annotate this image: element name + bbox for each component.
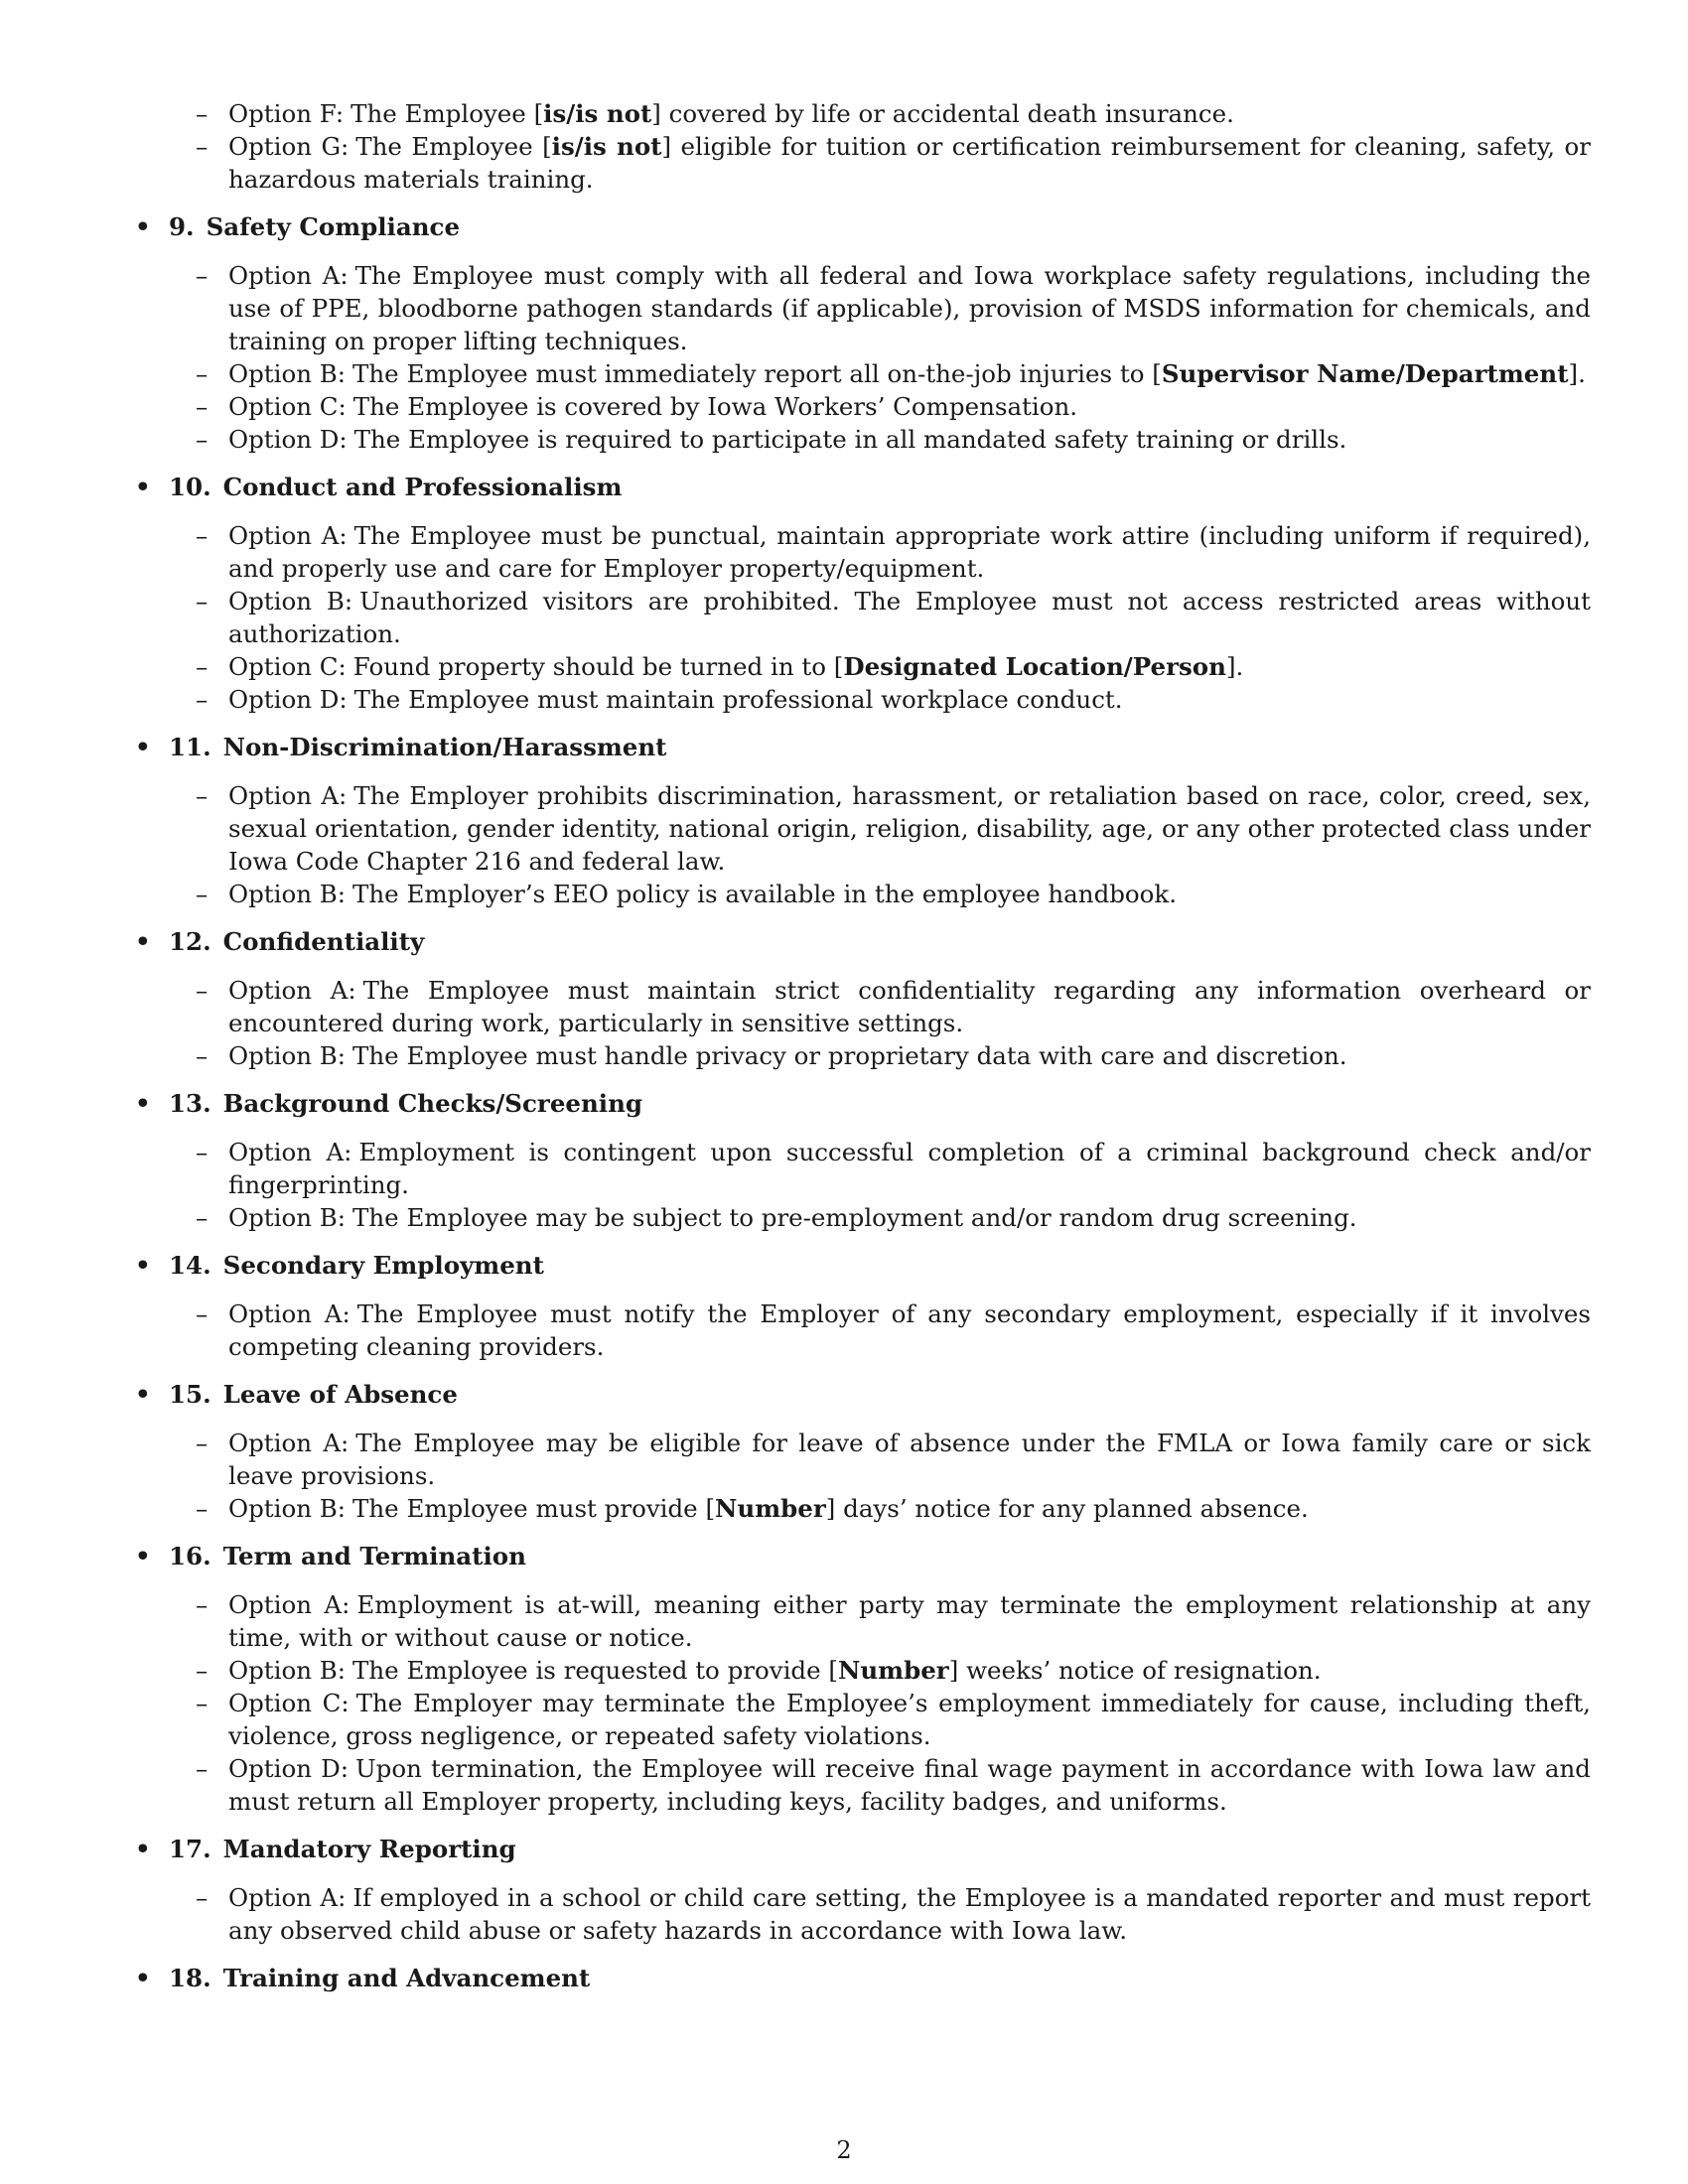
option-item (196, 1136, 1591, 1201)
dash-marker: – (196, 587, 209, 615)
dash-marker: – (196, 652, 209, 681)
option-label: Option D: (228, 1754, 350, 1783)
option-item (196, 650, 1591, 683)
option-text: Employment is contingent upon successful completion of a criminal background check and/or fingerprinting. (228, 1138, 1591, 1199)
option-item (196, 1039, 1591, 1072)
option-text: The Employee [ (355, 132, 552, 161)
dash-marker: – (196, 1041, 209, 1070)
option-item (196, 1654, 1591, 1687)
options-list (169, 1881, 1591, 1947)
placeholder-field: Number (715, 1494, 826, 1523)
option-item (196, 390, 1591, 423)
section-title (169, 1833, 1591, 1865)
option-item (196, 683, 1591, 716)
dash-marker: – (196, 1138, 209, 1166)
section-title-text: Term and Termination (222, 1542, 526, 1570)
document-body (135, 97, 1591, 2010)
section-title (169, 731, 1591, 763)
continued-options-list (135, 97, 1591, 196)
option-item (196, 1752, 1591, 1818)
dash-marker: – (196, 1299, 209, 1328)
option-item (196, 1588, 1591, 1654)
placeholder-field: is/is not (543, 99, 652, 128)
dash-marker: – (196, 781, 209, 810)
section-title-text: Training and Advancement (222, 1964, 591, 1992)
option-text: Employment is at-will, meaning either party may terminate the employment relationship at any time, with or without cause or notice. (228, 1590, 1591, 1652)
section-number: 14. (169, 1251, 211, 1280)
option-item (196, 1201, 1591, 1234)
option-item (196, 1881, 1591, 1947)
section-background-checks-screening (135, 1087, 1591, 1234)
option-text: The Employee must comply with all federal and Iowa workplace safety regulations, including the use of PPE, bloodborne pathogen standards (if applicable), provision of MSDS information for chemicals, and training on proper lifting techniques. (228, 261, 1591, 355)
section-number: 11. (169, 733, 211, 761)
option-item (196, 779, 1591, 878)
option-label: Option A: (228, 261, 349, 290)
section-title-text: Confidentiality (222, 927, 425, 956)
option-text: The Employee is requested to provide [ (352, 1656, 838, 1685)
bullet-marker: • (135, 1251, 151, 1280)
option-text: If employed in a school or child care setting, the Employee is a mandated reporter and must report any observed child abuse or safety hazards in accordance with Iowa law. (228, 1883, 1591, 1945)
option-text: The Employee must maintain professional workplace conduct. (353, 685, 1123, 714)
dash-marker: – (196, 521, 209, 550)
dash-marker: – (196, 880, 209, 908)
bullet-marker: • (135, 1835, 151, 1863)
dash-marker: – (196, 261, 209, 290)
option-text: The Employee must handle privacy or proprietary data with care and discretion. (352, 1041, 1347, 1070)
bullet-marker: • (135, 1964, 151, 1992)
options-list (169, 779, 1591, 910)
option-label: Option A: (228, 521, 348, 550)
section-title-text: Leave of Absence (222, 1380, 458, 1409)
option-text: The Employee must provide [ (352, 1494, 716, 1523)
section-title-text: Background Checks/Screening (222, 1089, 643, 1118)
dash-marker: – (196, 1754, 209, 1783)
options-list (169, 1588, 1591, 1818)
placeholder-field: Supervisor Name/Department (1161, 359, 1569, 388)
dash-marker: – (196, 359, 209, 388)
option-item (196, 97, 1591, 130)
option-label: Option F: (228, 99, 345, 128)
option-item (196, 423, 1591, 456)
option-label: Option B: (228, 1203, 347, 1232)
page-number: 2 (836, 2136, 852, 2164)
options-list (169, 259, 1591, 456)
section-number: 16. (169, 1542, 211, 1570)
section-mandatory-reporting (135, 1833, 1591, 1947)
section-safety-compliance (135, 210, 1591, 456)
option-item (196, 357, 1591, 390)
options-list (169, 974, 1591, 1072)
dash-marker: – (196, 1883, 209, 1912)
option-item (196, 130, 1591, 196)
bullet-marker: • (135, 927, 151, 956)
dash-marker: – (196, 685, 209, 714)
options-list (169, 1427, 1591, 1525)
option-label: Option A: (228, 976, 356, 1005)
section-title (169, 1962, 1591, 1994)
section-number: 12. (169, 927, 211, 956)
bullet-marker: • (135, 1380, 151, 1409)
option-item (196, 878, 1591, 910)
section-non-discrimination-harassment (135, 731, 1591, 910)
option-text: ]. (1225, 652, 1244, 681)
dash-marker: – (196, 425, 209, 454)
option-item (196, 974, 1591, 1039)
dash-marker: – (196, 1590, 209, 1619)
option-label: Option B: (228, 1494, 347, 1523)
option-text: Found property should be turned in to [ (352, 652, 844, 681)
option-item (196, 1492, 1591, 1525)
option-text: The Employee is required to participate in all mandated safety training or drills. (353, 425, 1347, 454)
sections-list (135, 210, 1591, 1994)
section-title (169, 1378, 1591, 1411)
bullet-marker: • (135, 733, 151, 761)
option-text: The Employee may be subject to pre-employment and/or random drug screening. (352, 1203, 1357, 1232)
section-number: 13. (169, 1089, 211, 1118)
section-title (169, 1540, 1591, 1572)
option-text: ] weeks’ notice of resignation. (948, 1656, 1322, 1685)
section-confidentiality (135, 925, 1591, 1072)
option-label: Option A: (228, 1883, 347, 1912)
options-list (169, 1297, 1591, 1363)
section-conduct-and-professionalism (135, 471, 1591, 716)
section-title (169, 1249, 1591, 1282)
option-label: Option A: (228, 1590, 351, 1619)
option-text: The Employee must notify the Employer of any secondary employment, especially if it involves competing cleaning providers. (228, 1299, 1591, 1361)
dash-marker: – (196, 132, 209, 161)
option-label: Option C: (228, 392, 347, 421)
option-text: ] eligible for tuition or certification reimbursement for cleaning, safety, or hazardous materials training. (228, 132, 1592, 194)
placeholder-field: Number (837, 1656, 949, 1685)
option-text: The Employer prohibits discrimination, harassment, or retaliation based on race, color, creed, sex, sexual orientation, gender identity, national origin, religion, disability, age, or any other protected class under Iowa Code Chapter 216 and federal law. (228, 781, 1591, 876)
option-text: ] days’ notice for any planned absence. (825, 1494, 1309, 1523)
option-label: Option C: (228, 1689, 350, 1717)
option-text: The Employee must be punctual, maintain appropriate work attire (including uniform if required), and properly use and care for Employer property/equipment. (228, 521, 1591, 583)
section-number: 10. (169, 473, 211, 501)
option-text: The Employee must immediately report all on-the-job injuries to [ (352, 359, 1162, 388)
section-number: 15. (169, 1380, 211, 1409)
section-title-text: Mandatory Reporting (222, 1835, 516, 1863)
option-label: Option B: (228, 1041, 347, 1070)
section-number: 9. (169, 212, 195, 241)
section-title-text: Secondary Employment (222, 1251, 544, 1280)
section-term-and-termination (135, 1540, 1591, 1818)
section-title-text: Safety Compliance (206, 212, 461, 241)
section-number: 17. (169, 1835, 211, 1863)
option-label: Option B: (228, 587, 353, 615)
section-title-text: Non-Discrimination/Harassment (222, 733, 667, 761)
section-leave-of-absence (135, 1378, 1591, 1525)
option-label: Option C: (228, 652, 347, 681)
dash-marker: – (196, 1203, 209, 1232)
option-item (196, 1297, 1591, 1363)
option-label: Option D: (228, 425, 348, 454)
option-label: Option B: (228, 359, 347, 388)
option-item (196, 1427, 1591, 1492)
option-label: Option G: (228, 132, 350, 161)
section-title (169, 471, 1591, 503)
option-label: Option A: (228, 781, 348, 810)
option-text: The Employer may terminate the Employee’s employment immediately for cause, including theft, violence, gross negligence, or repeated safety violations. (228, 1689, 1591, 1750)
option-text: Upon termination, the Employee will receive final wage payment in accordance with Iowa law and must return all Employer property, including keys, facility badges, and uniforms. (228, 1754, 1591, 1816)
dash-marker: – (196, 1689, 209, 1717)
section-title (169, 925, 1591, 958)
dash-marker: – (196, 1494, 209, 1523)
option-label: Option B: (228, 1656, 347, 1685)
option-label: Option A: (228, 1429, 350, 1457)
option-text: The Employee must maintain strict confidentiality regarding any information overheard or encountered during work, particularly in sensitive settings. (228, 976, 1592, 1037)
option-item (196, 585, 1591, 650)
option-label: Option A: (228, 1299, 351, 1328)
option-text: The Employee may be eligible for leave of absence under the FMLA or Iowa family care or sick leave provisions. (228, 1429, 1591, 1490)
bullet-marker: • (135, 1542, 151, 1570)
dash-marker: – (196, 99, 209, 128)
option-text: The Employee is covered by Iowa Workers’ Compensation. (352, 392, 1078, 421)
options-list (169, 519, 1591, 716)
section-number: 18. (169, 1964, 211, 1992)
section-title-text: Conduct and Professionalism (222, 473, 623, 501)
option-label: Option D: (228, 685, 348, 714)
dash-marker: – (196, 392, 209, 421)
options-list (169, 1136, 1591, 1234)
dash-marker: – (196, 976, 209, 1005)
option-item (196, 259, 1591, 357)
option-item (196, 1687, 1591, 1752)
option-item (196, 519, 1591, 585)
bullet-marker: • (135, 1089, 151, 1118)
option-text: ]. (1568, 359, 1586, 388)
dash-marker: – (196, 1656, 209, 1685)
bullet-marker: • (135, 212, 151, 241)
section-secondary-employment (135, 1249, 1591, 1363)
option-label: Option A: (228, 1138, 352, 1166)
option-text: Unauthorized visitors are prohibited. The Employee must not access restricted areas without authorization. (228, 587, 1591, 648)
section-title (169, 210, 1591, 243)
option-text: The Employee [ (351, 99, 544, 128)
option-text: The Employer’s EEO policy is available in the employee handbook. (352, 880, 1178, 908)
placeholder-field: is/is not (551, 132, 662, 161)
section-training-and-advancement (135, 1962, 1591, 1994)
option-label: Option B: (228, 880, 347, 908)
placeholder-field: Designated Location/Person (843, 652, 1226, 681)
section-title (169, 1087, 1591, 1120)
option-text: ] covered by life or accidental death insurance. (651, 99, 1234, 128)
dash-marker: – (196, 1429, 209, 1457)
bullet-marker: • (135, 473, 151, 501)
